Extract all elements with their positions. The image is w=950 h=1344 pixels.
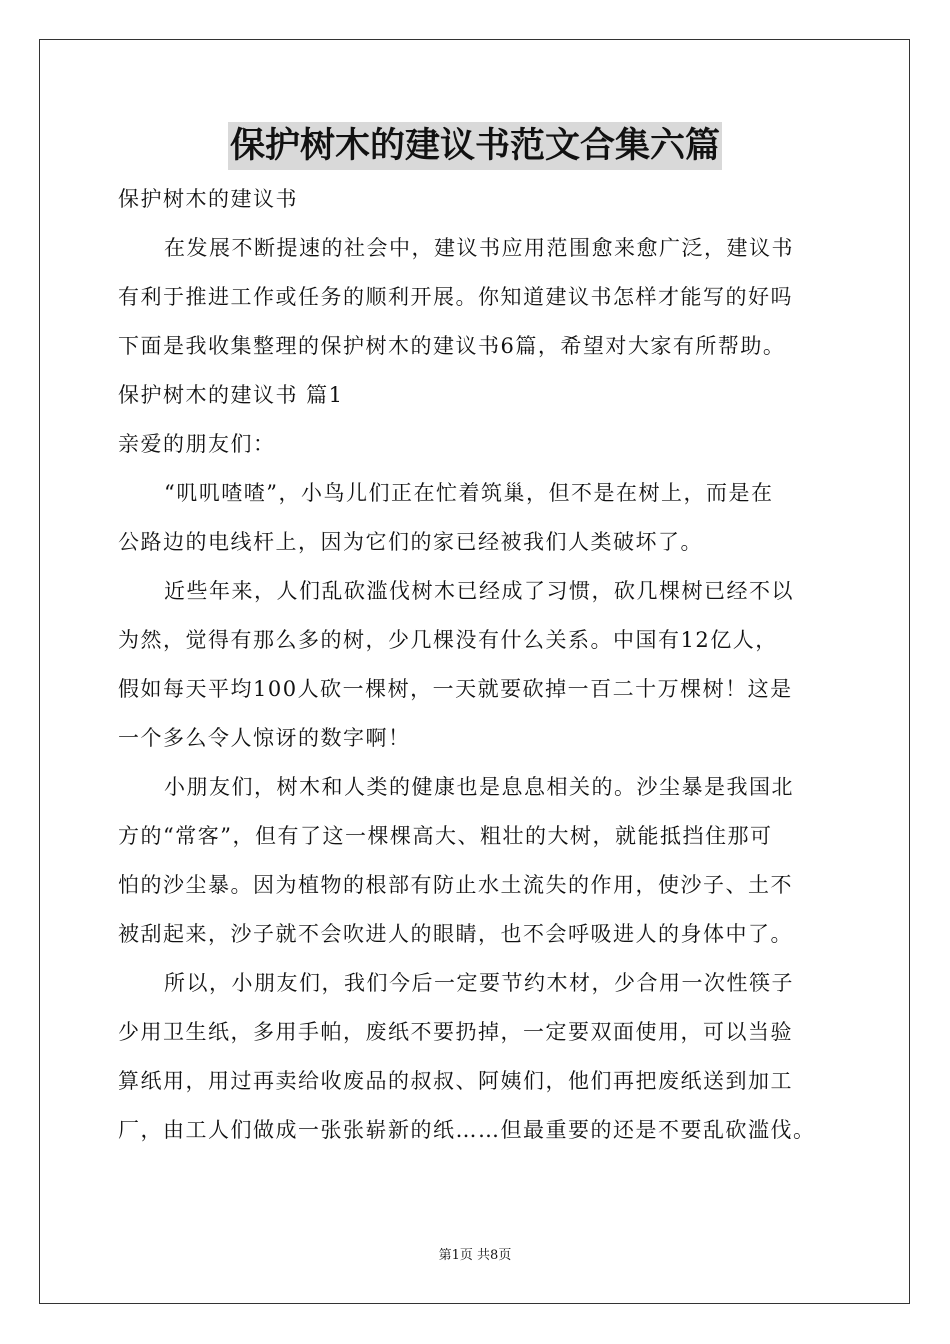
page-footer <box>0 1246 950 1266</box>
paragraph-line: 为然，觉得有那么多的树，少几棵没有什么关系。中国有12亿人， <box>118 628 778 652</box>
section-heading: 保护树木的建议书 篇1 <box>118 383 344 407</box>
salutation: 亲爱的朋友们： <box>118 432 276 456</box>
paragraph-line: 近些年来，人们乱砍滥伐树木已经成了习惯，砍几棵树已经不以 <box>164 579 794 603</box>
paragraph-line: 一个多么令人惊讶的数字啊！ <box>118 726 411 750</box>
page-number: 第1页 共8页 <box>438 1248 512 1263</box>
document-body <box>118 175 848 1155</box>
paragraph-line: “叽叽喳喳”，小鸟儿们正在忙着筑巢，但不是在树上，而是在 <box>164 481 774 505</box>
paragraph-line: 方的“常客”，但有了这一棵棵高大、粗壮的大树，就能抵挡住那可 <box>118 824 773 848</box>
paragraph-line: 厂，由工人们做成一张张崭新的纸……但最重要的还是不要乱砍滥伐。 <box>118 1118 816 1142</box>
paragraph-line: 小朋友们，树木和人类的健康也是息息相关的。沙尘暴是我国北 <box>164 775 794 799</box>
paragraph-line: 假如每天平均100人砍一棵树，一天就要砍掉一百二十万棵树！这是 <box>118 677 793 701</box>
paragraph-line: 少用卫生纸，多用手帕，废纸不要扔掉，一定要双面使用，可以当验 <box>118 1020 793 1044</box>
paragraph-line: 在发展不断提速的社会中，建议书应用范围愈来愈广泛，建议书 <box>164 236 794 260</box>
paragraph-line: 算纸用，用过再卖给收废品的叔叔、阿姨们，他们再把废纸送到加工 <box>118 1069 793 1093</box>
paragraph-line: 公路边的电线杆上，因为它们的家已经被我们人类破坏了。 <box>118 530 703 554</box>
document-title: 保护树木的建议书范文合集六篇 <box>228 122 722 170</box>
paragraph-line: 下面是我收集整理的保护树木的建议书6篇，希望对大家有所帮助。 <box>118 334 786 358</box>
paragraph-line: 怕的沙尘暴。因为植物的根部有防止水土流失的作用，使沙子、土不 <box>118 873 793 897</box>
paragraph-line: 有利于推进工作或任务的顺利开展。你知道建议书怎样才能写的好吗 <box>118 285 793 309</box>
paragraph-line: 所以，小朋友们，我们今后一定要节约木材，少合用一次性筷子 <box>164 971 794 995</box>
paragraph-line: 被刮起来，沙子就不会吹进人的眼睛，也不会呼吸进人的身体中了。 <box>118 922 793 946</box>
paragraph-line: 保护树木的建议书 <box>118 187 298 211</box>
title-container <box>0 122 950 170</box>
